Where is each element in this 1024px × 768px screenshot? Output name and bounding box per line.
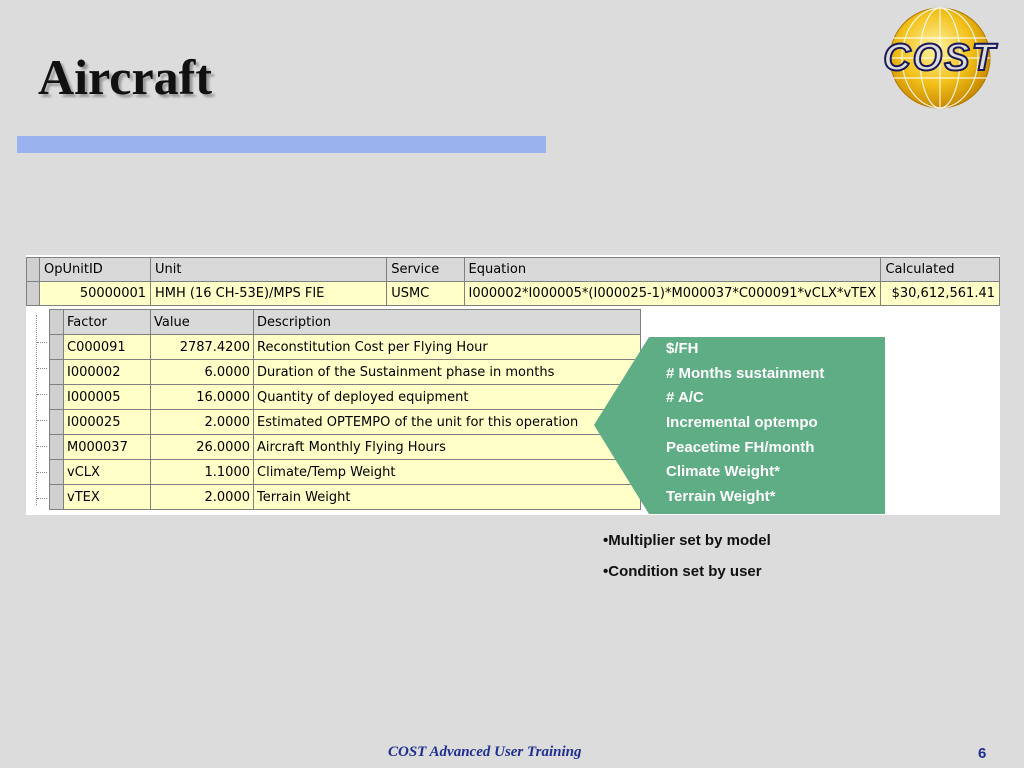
cell-description[interactable]: Aircraft Monthly Flying Hours bbox=[254, 435, 641, 460]
tree-connector bbox=[36, 315, 50, 505]
col-header-equation[interactable]: Equation bbox=[464, 258, 881, 282]
col-header-opunitid[interactable]: OpUnitID bbox=[40, 258, 151, 282]
note-item: •Multiplier set by model bbox=[603, 532, 771, 549]
opunit-header-row bbox=[27, 258, 1000, 282]
row-selector[interactable] bbox=[27, 282, 40, 306]
table-row[interactable] bbox=[50, 485, 641, 510]
row-selector[interactable] bbox=[50, 360, 64, 385]
cell-value[interactable]: 2787.4200 bbox=[151, 335, 254, 360]
cell-factor[interactable]: vCLX bbox=[64, 460, 151, 485]
cell-description[interactable]: Estimated OPTEMPO of the unit for this operation bbox=[254, 410, 641, 435]
row-selector[interactable] bbox=[50, 335, 64, 360]
col-header-unit[interactable]: Unit bbox=[151, 258, 387, 282]
callout-label: Climate Weight* bbox=[666, 463, 780, 481]
cell-factor[interactable]: I000002 bbox=[64, 360, 151, 385]
notes-list bbox=[603, 532, 771, 594]
cell-factor[interactable]: I000005 bbox=[64, 385, 151, 410]
cell-equation[interactable]: I000002*I000005*(I000025-1)*M000037*C000091*vCLX*vTEX bbox=[464, 282, 881, 306]
row-selector-header bbox=[50, 310, 64, 335]
col-header-calculated[interactable]: Calculated bbox=[881, 258, 1000, 282]
factor-table bbox=[49, 309, 641, 510]
col-header-description[interactable]: Description bbox=[254, 310, 641, 335]
callout-label: Terrain Weight* bbox=[666, 488, 776, 506]
table-row[interactable] bbox=[50, 360, 641, 385]
table-row[interactable] bbox=[50, 460, 641, 485]
cell-factor[interactable]: I000025 bbox=[64, 410, 151, 435]
cell-description[interactable]: Terrain Weight bbox=[254, 485, 641, 510]
cell-value[interactable]: 6.0000 bbox=[151, 360, 254, 385]
cell-value[interactable]: 26.0000 bbox=[151, 435, 254, 460]
table-row[interactable] bbox=[50, 335, 641, 360]
cell-value[interactable]: 16.0000 bbox=[151, 385, 254, 410]
col-header-value[interactable]: Value bbox=[151, 310, 254, 335]
cell-description[interactable]: Climate/Temp Weight bbox=[254, 460, 641, 485]
table-row[interactable] bbox=[50, 385, 641, 410]
callout-label: # A/C bbox=[666, 389, 704, 407]
callout-label: $/FH bbox=[666, 340, 699, 357]
callout-label: Incremental optempo bbox=[666, 414, 818, 432]
col-header-factor[interactable]: Factor bbox=[64, 310, 151, 335]
cell-description[interactable]: Duration of the Sustainment phase in months bbox=[254, 360, 641, 385]
col-header-service[interactable]: Service bbox=[387, 258, 464, 282]
callout-label: # Months sustainment bbox=[666, 364, 825, 382]
cell-service[interactable]: USMC bbox=[387, 282, 464, 306]
page-number: 6 bbox=[978, 745, 987, 762]
cost-globe-logo bbox=[860, 4, 1020, 112]
cell-value[interactable]: 2.0000 bbox=[151, 485, 254, 510]
cell-calculated[interactable]: $30,612,561.41 bbox=[881, 282, 1000, 306]
cell-factor[interactable]: M000037 bbox=[64, 435, 151, 460]
row-selector[interactable] bbox=[50, 410, 64, 435]
cell-value[interactable]: 1.1000 bbox=[151, 460, 254, 485]
footer-title: COST Advanced User Training bbox=[388, 744, 582, 760]
row-selector[interactable] bbox=[50, 485, 64, 510]
row-selector[interactable] bbox=[50, 460, 64, 485]
callout-label: Peacetime FH/month bbox=[666, 438, 815, 456]
opunit-table bbox=[26, 257, 1000, 306]
slide-title: Aircraft bbox=[38, 49, 212, 105]
table-row[interactable] bbox=[27, 282, 1000, 306]
cell-description[interactable]: Reconstitution Cost per Flying Hour bbox=[254, 335, 641, 360]
note-item: •Condition set by user bbox=[603, 563, 762, 580]
cell-value[interactable]: 2.0000 bbox=[151, 410, 254, 435]
cell-description[interactable]: Quantity of deployed equipment bbox=[254, 385, 641, 410]
table-row[interactable] bbox=[50, 435, 641, 460]
callout-labels bbox=[666, 339, 824, 512]
cell-factor[interactable]: C000091 bbox=[64, 335, 151, 360]
cell-opunitid[interactable]: 50000001 bbox=[40, 282, 151, 306]
cell-factor[interactable]: vTEX bbox=[64, 485, 151, 510]
row-selector[interactable] bbox=[50, 435, 64, 460]
cell-unit[interactable]: HMH (16 CH-53E)/MPS FIE bbox=[151, 282, 387, 306]
title-underline-bar bbox=[17, 136, 546, 153]
factor-header-row bbox=[50, 310, 641, 335]
table-row[interactable] bbox=[50, 410, 641, 435]
row-selector-header bbox=[27, 258, 40, 282]
row-selector[interactable] bbox=[50, 385, 64, 410]
logo-text: COST bbox=[883, 37, 997, 79]
